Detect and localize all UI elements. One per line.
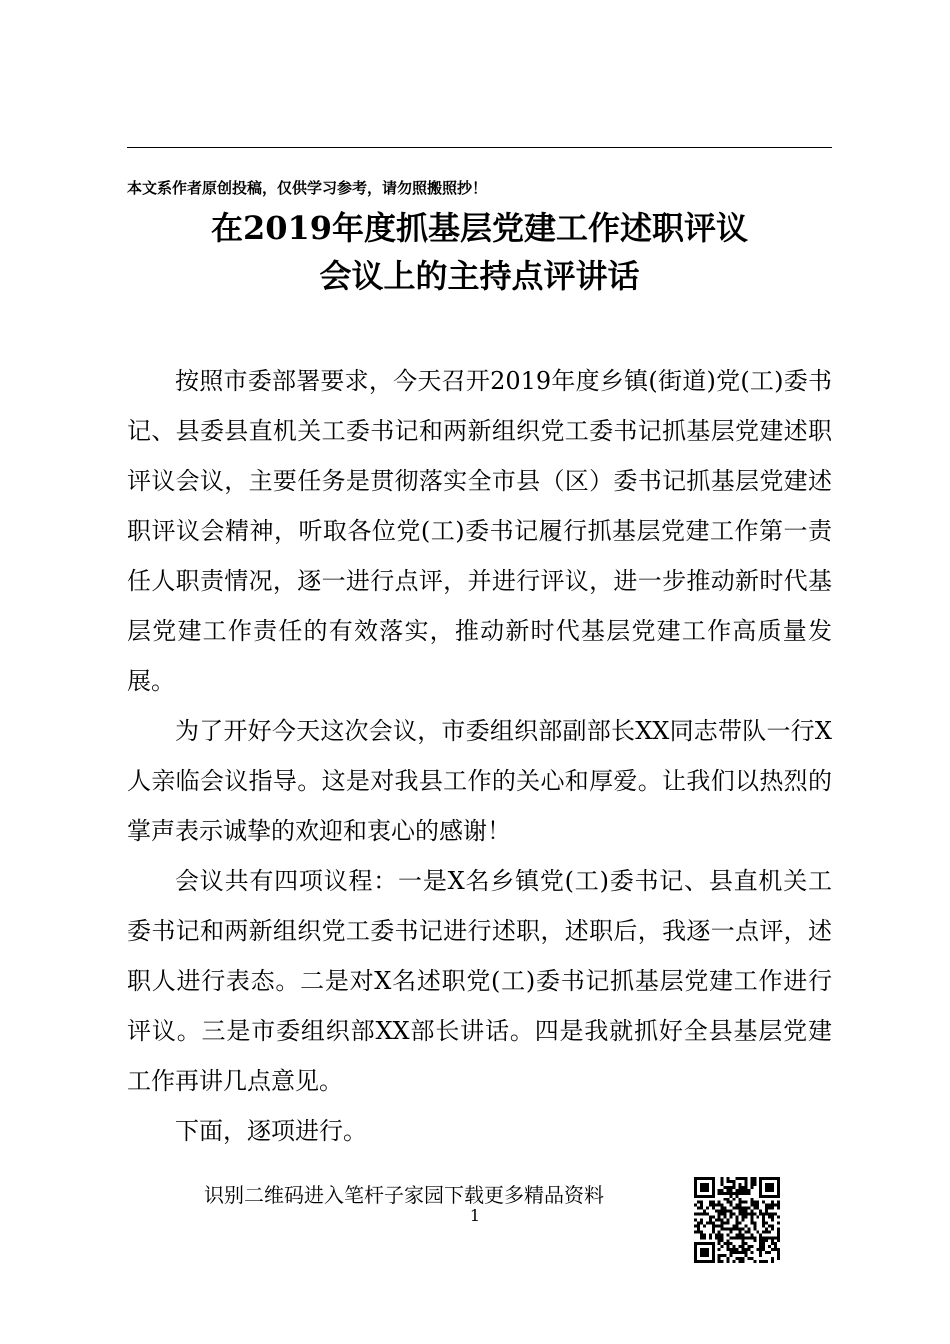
- document-title-line-1: 在2019年度抓基层党建工作述职评议: [210, 209, 749, 247]
- qr-code-icon[interactable]: [694, 1177, 780, 1263]
- header-rule: [127, 147, 832, 148]
- document-title-line-2: 会议上的主持点评讲话: [319, 257, 640, 295]
- paragraph: 为了开好今天这次会议，市委组织部副部长XX同志带队一行X人亲临会议指导。这是对我县工作的关心和厚爱。让我们以热烈的掌声表示诚挚的欢迎和衷心的感谢！: [127, 717, 832, 845]
- page-number: 1: [469, 1206, 481, 1225]
- paragraph: 会议共有四项议程：一是X名乡镇党(工)委书记、县直机关工委书记和两新组织党工委书记进行述职，述职后，我逐一点评，述职人进行表态。二是对X名述职党(工)委书记抓基层党建工作进行评议。三是市委组织部XX部长讲话。四是我就抓好全县基层党建工作再讲几点意见。: [127, 867, 832, 1095]
- document-body: [127, 356, 832, 1156]
- paragraph: 按照市委部署要求，今天召开2019年度乡镇(街道)党(工)委书记、县委县直机关工委书记和两新组织党工委书记抓基层党建述职评议会议，主要任务是贯彻落实全市县（区）委书记抓基层党建述职评议会精神，听取各位党(工)委书记履行抓基层党建工作第一责任人职责情况，逐一进行点评，并进行评议，进一步推动新时代基层党建工作责任的有效落实，推动新时代基层党建工作高质量发展。: [127, 367, 832, 695]
- paragraph: 下面，逐项进行。: [175, 1117, 367, 1145]
- copyright-notice: 本文系作者原创投稿，仅供学习参考，请勿照搬照抄！: [127, 179, 488, 197]
- qr-caption: 识别二维码进入笔杆子家园下载更多精品资料: [204, 1183, 604, 1207]
